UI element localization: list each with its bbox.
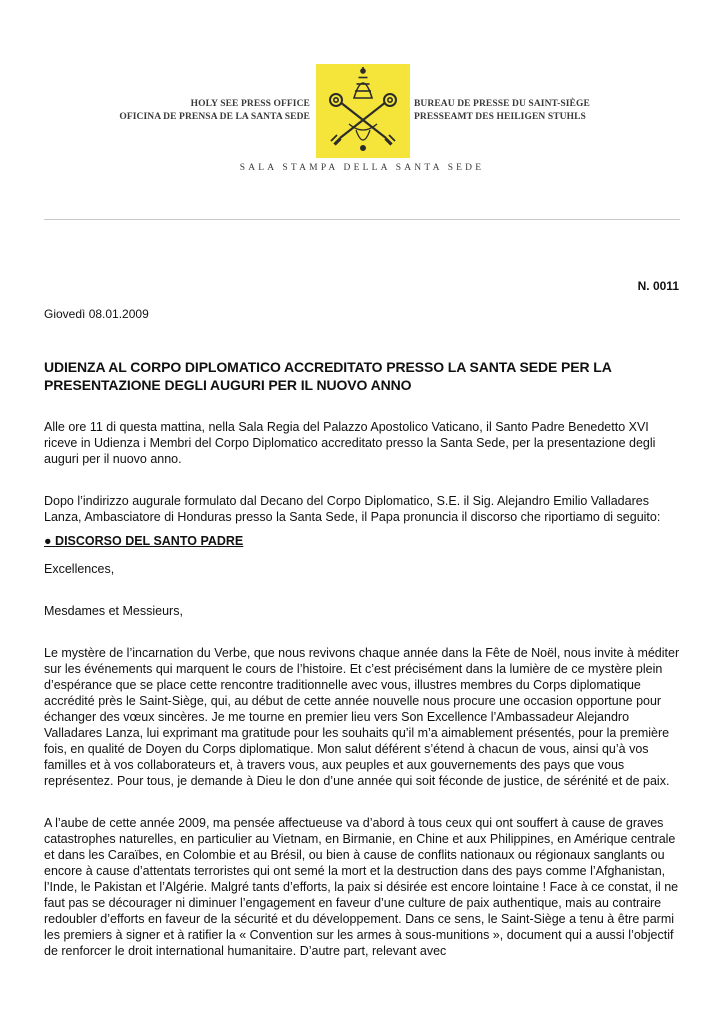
greeting-excellences: Excellences, (44, 562, 115, 576)
intro-paragraph-2: Dopo l’indirizzo augurale formulato dal Decano del Corpo Diplomatico, S.E. il Sig. Alejandro Emilio Valladares Lanza, Ambasciatore di Honduras presso la Santa Sede, il Papa pronuncia il discorso che riportiamo di seguito: (44, 494, 661, 524)
bulletin-body (44, 419, 684, 985)
sala-stampa-label: SALA STAMPA DELLA SANTA SEDE (239, 163, 485, 173)
header-divider (44, 219, 680, 220)
papal-coat-of-arms-icon (316, 64, 410, 158)
office-name-french: BUREAU DE PRESSE DU SAINT-SIÈGE (414, 99, 590, 109)
speech-paragraph-1: Le mystère de l’incarnation du Verbe, que nous revivons chaque année dans la Fête de Noël, nous invite à méditer sur les événements qui marquent le cours de l’histoire. Et c’est précisément dans la lumière de ce mystère plein d’espérance que se place cette rencontre traditionnelle avec vous, illustres membres du Corps diplomatique accrédité près le Saint-Siège, qui, au début de cette année nouvelle nous procure une occasion opportune pour échanger des vœux sincères. Je me tourne en premier lieu vers Son Excellence l’Ambassadeur Alejandro Valladares Lanza, lui exprimant ma gratitude pour les souhaits qu’il m’a aimablement présentés, pour la première fois, en qualité de Doyen du Corps diplomatique. Mon salut déférent s’étend à chacun de vous, ainsi qu’à vos familles et à vos collaborateurs et, à travers vous, aux peuples et aux gouvernements des pays que vous représentez. Pour tous, je demande à Dieu le don d’une année qui soit féconde de justice, de sérénité et de paix. (44, 646, 680, 788)
office-name-english: HOLY SEE PRESS OFFICE (190, 99, 310, 109)
bulletin-title: UDIENZA AL CORPO DIPLOMATICO ACCREDITATO PRESSO LA SANTA SEDE PER LA PRESENTAZIONE DEGLI AUGURI PER IL NUOVO ANNO (44, 359, 612, 393)
press-office-letterhead (0, 0, 724, 230)
office-names-left (119, 98, 310, 124)
bulletin-date: Giovedì 08.01.2009 (44, 307, 149, 321)
intro-paragraph-1: Alle ore 11 di questa mattina, nella Sala Regia del Palazzo Apostolico Vaticano, il Santo Padre Benedetto XVI riceve in Udienza i Membri del Corpo Diplomatico accreditato presso la Santa Sede, per la presentazione degli auguri per il nuovo anno. (44, 420, 656, 466)
office-name-spanish: OFICINA DE PRENSA DE LA SANTA SEDE (119, 112, 310, 122)
office-names-right (414, 98, 590, 124)
greeting-mesdames: Mesdames et Messieurs, (44, 604, 183, 618)
bulletin-number: N. 0011 (637, 279, 679, 293)
bullet-icon: ● (44, 534, 52, 548)
sala-stampa-title (0, 163, 724, 173)
speech-paragraph-2: A l’aube de cette année 2009, ma pensée affectueuse va d’abord à tous ceux qui ont souffert à cause de graves catastrophes naturelles, en particulier au Vietnam, en Birmanie, en Chine et aux Philippines, en Amérique centrale et dans les Caraïbes, en Colombie et au Brésil, ou bien à cause de conflits nationaux ou régionaux sanglants ou encore à cause d’attentats terroristes qui ont semé la mort et la destruction dans des pays comme l’Afghanistan, l’Inde, le Pakistan et l’Algérie. Malgré tants d’efforts, la paix si désirée est encore lointaine ! Face à ce constat, il ne faut pas se décourager ni diminuer l’engagement en faveur d’une culture de paix authentique, mais au contraire redoubler d’efforts en faveur de la sécurité et du développement. Dans ce sens, le Saint-Siège a tenu à être parmi les premiers à signer et à ratifier la « Convention sur les armes à sous-munitions », document qui a aussi l’objectif de renforcer le droit international humanitaire. D’autre part, relevant avec (44, 816, 679, 958)
office-name-german: PRESSEAMT DES HEILIGEN STUHLS (414, 112, 586, 122)
section-link-discorso[interactable] (44, 534, 684, 548)
section-link-label: DISCORSO DEL SANTO PADRE (55, 534, 244, 548)
